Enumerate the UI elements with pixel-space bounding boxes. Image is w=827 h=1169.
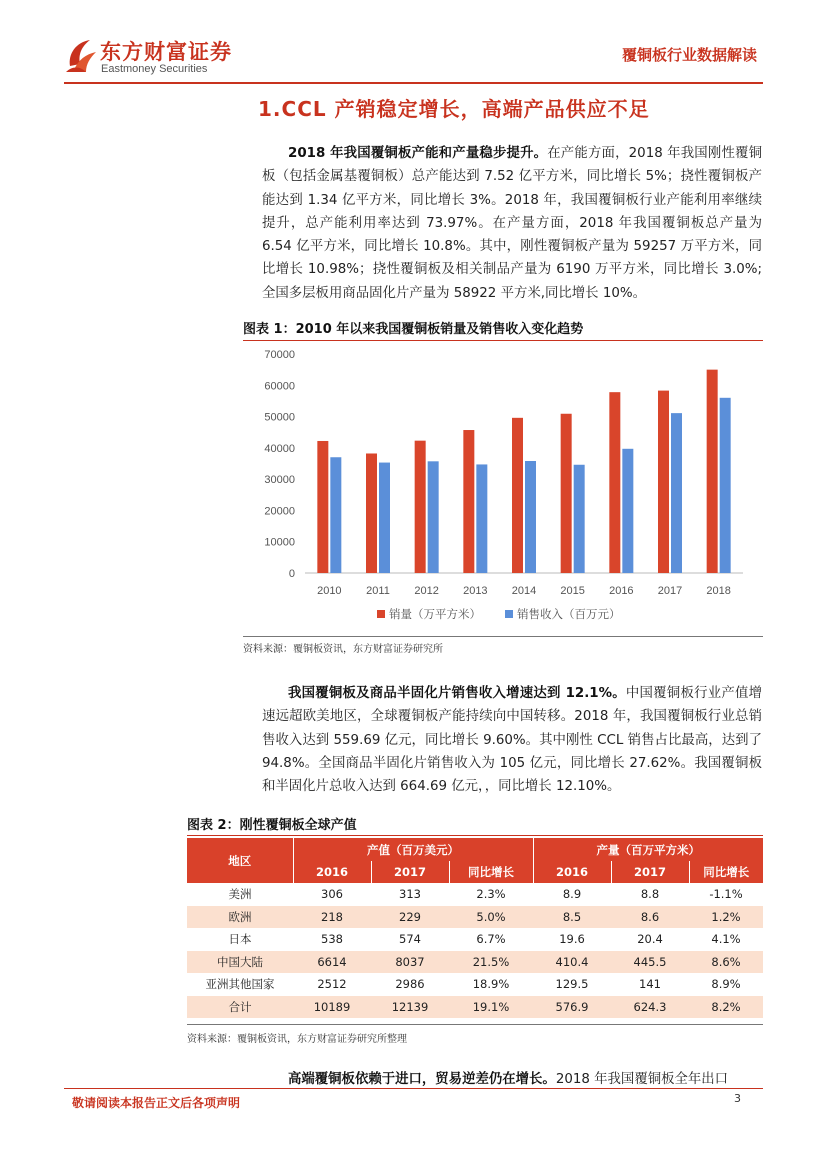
figure1-caption: 图表 1：2010 年以来我国覆铜板销量及销售收入变化趋势 <box>243 322 584 337</box>
table-cell: 5.0% <box>449 906 533 929</box>
bar-sales-volume <box>561 414 572 573</box>
paragraph-lead: 高端覆铜板依赖于进口，贸易逆差仍在增长。 <box>288 1072 556 1087</box>
legend-swatch <box>505 610 513 618</box>
table-cell: 2986 <box>395 977 425 992</box>
table-row-total <box>187 996 763 1019</box>
x-tick-label: 2012 <box>414 585 439 597</box>
x-tick-label: 2018 <box>706 585 731 597</box>
table-cell: 6.7% <box>476 932 506 947</box>
table-cell: 141 <box>639 977 661 992</box>
table-cell: 8.9 <box>562 887 582 902</box>
figure1-source: 资料来源：覆铜板资讯，东方财富证券研究所 <box>243 644 443 655</box>
table-cell: 6614 <box>293 951 371 974</box>
header-growth: 同比增长 <box>449 861 533 883</box>
bar-sales-revenue <box>671 413 682 573</box>
table-cell: 20.4 <box>637 932 663 947</box>
table-cell: 8.2% <box>689 996 763 1019</box>
eastmoney-logo-icon <box>64 36 98 74</box>
table-row <box>187 906 763 929</box>
header-year: 2017 <box>371 861 449 883</box>
table-cell: 574 <box>399 932 421 947</box>
table-cell: 中国大陆 <box>187 951 293 974</box>
legend-label: 销量（万平方米） <box>389 607 481 621</box>
table-bottom-rule <box>187 1024 763 1025</box>
table-cell: 8.6 <box>611 906 689 929</box>
y-tick-label: 20000 <box>264 505 295 518</box>
legend-swatch <box>377 610 385 618</box>
header-year: 2017 <box>611 861 689 883</box>
bar-sales-volume <box>463 430 474 573</box>
paragraph-body: 中国覆铜板行业产值增速远超欧美地区，全球覆铜板产能持续向中国转移。2018 年，我国覆铜板行业总销售收入达到 559.69 亿元，同比增长 9.60%。其中刚性 CCL 销售占比最高，达到了 94.8%。全国商品半固化片销售收入为 105 亿元，同比增长 27.62%。我国覆铜板和半固化片总收入达到 664.69 亿元，，同比增长 12.10%。 <box>262 686 762 795</box>
table-cell: 2512 <box>317 977 347 992</box>
bar-sales-revenue <box>379 463 390 573</box>
table-row <box>187 928 763 951</box>
bar-sales-revenue <box>330 457 341 573</box>
y-tick-label: 60000 <box>264 380 295 393</box>
table-cell: 亚洲其他国家 <box>205 977 275 992</box>
bar-sales-revenue <box>720 398 731 573</box>
table-cell: 欧洲 <box>187 906 293 929</box>
table-cell: 2.3% <box>476 887 506 902</box>
table-cell: 8.9% <box>711 977 741 992</box>
bar-sales-volume <box>512 418 523 573</box>
figure1-bottom-rule <box>243 636 763 637</box>
y-tick-label: 10000 <box>264 536 295 549</box>
bar-sales-revenue <box>622 449 633 573</box>
table-cell: 美洲 <box>228 887 252 902</box>
table-row <box>187 951 763 974</box>
x-tick-label: 2017 <box>657 585 683 597</box>
paragraph-revenue <box>262 682 762 798</box>
table-cell: 21.5% <box>449 951 533 974</box>
report-title: 覆铜板行业数据解读 <box>621 46 757 64</box>
footer-disclaimer: 敬请阅读本报告正文后各项声明 <box>72 1096 241 1110</box>
table-cell: 306 <box>321 887 343 902</box>
page-number: 3 <box>734 1092 741 1105</box>
logo-company-name: 东方财富证券 <box>100 40 232 64</box>
paragraph-body: 在产能方面，2018 年我国刚性覆铜板（包括金属基覆铜板）总产能达到 7.52 亿平方米，同比增长 5%；挠性覆铜板产能达到 1.34 亿平方米，同比增长 3%。2018 年，我国覆铜板行业产能利用率继续提升，总产能利用率达到 73.97%。在产量方面，2018 年我国覆铜板总产量为 6.54 亿平方米，同比增长 10.8%。其中，刚性覆铜板产量为 59257 万平方米，同比增长 10.98%；挠性覆铜板及相关制品产量为 6190 万平方米，同比增长 3.0%;全国多层板用商品固化片产量为 58922 平方米,同比增长 10%。 <box>262 146 762 301</box>
bar-sales-volume <box>415 441 426 573</box>
table-caption: 图表 2：刚性覆铜板全球产值 <box>187 818 357 833</box>
table-cell: 19.1% <box>449 996 533 1019</box>
table-cell: 229 <box>371 906 449 929</box>
paragraph-capacity <box>262 142 762 305</box>
header-growth: 同比增长 <box>689 861 763 883</box>
table-cell: 8.5 <box>533 906 611 929</box>
logo-company-name-en: Eastmoney Securities <box>101 63 208 75</box>
table-source: 资料来源：覆铜板资讯，东方财富证券研究所整理 <box>187 1034 407 1045</box>
x-tick-label: 2016 <box>609 585 634 597</box>
table-row <box>187 973 763 996</box>
table-cell: 410.4 <box>533 951 611 974</box>
table-cell: 576.9 <box>533 996 611 1019</box>
y-tick-label: 0 <box>288 568 295 580</box>
y-tick-label: 40000 <box>264 442 295 455</box>
header-output-value: 产值（百万美元） <box>293 838 533 861</box>
header-region: 地区 <box>187 838 293 883</box>
global-output-table <box>187 838 763 1018</box>
table-cell: 313 <box>399 887 421 902</box>
table-cell: 129.5 <box>555 977 589 992</box>
paragraph-lead: 2018 年我国覆铜板产能和产量稳步提升。 <box>288 146 548 161</box>
x-tick-label: 2014 <box>511 585 537 597</box>
table-cell: 4.1% <box>711 932 741 947</box>
x-tick-label: 2013 <box>463 585 488 597</box>
header-year: 2016 <box>533 861 611 883</box>
y-tick-label: 50000 <box>264 411 295 424</box>
table-cell: 19.6 <box>559 932 585 947</box>
bar-sales-volume <box>366 453 377 573</box>
table-cell: 538 <box>321 932 343 947</box>
table-cell: 日本 <box>228 932 252 947</box>
table-cell: 合计 <box>187 996 293 1019</box>
bar-sales-volume <box>609 392 620 573</box>
table-cell: 445.5 <box>611 951 689 974</box>
figure1-top-rule <box>243 340 763 341</box>
table-cell: 12139 <box>371 996 449 1019</box>
sales-bar-chart <box>243 342 763 635</box>
legend-label: 销售收入（百万元） <box>517 607 621 621</box>
table-cell: 8.6% <box>689 951 763 974</box>
table-row <box>187 883 763 906</box>
section-title: 1.CCL 产销稳定增长，高端产品供应不足 <box>258 97 650 121</box>
bar-sales-volume <box>658 391 669 573</box>
x-tick-label: 2011 <box>366 585 390 597</box>
table-cell: 624.3 <box>611 996 689 1019</box>
table-cell: 1.2% <box>689 906 763 929</box>
bar-sales-volume <box>707 370 718 573</box>
header-year: 2016 <box>293 861 371 883</box>
header-divider <box>64 82 763 84</box>
bar-sales-revenue <box>574 465 585 573</box>
x-tick-label: 2015 <box>560 585 585 597</box>
header-output-area: 产量（百万平方米） <box>533 838 763 861</box>
y-tick-label: 70000 <box>264 349 295 361</box>
bar-sales-revenue <box>476 464 487 573</box>
table-cell: 8.8 <box>640 887 660 902</box>
table-cell: 18.9% <box>472 977 510 992</box>
y-tick-label: 30000 <box>264 474 295 487</box>
paragraph-body: 2018 年我国覆铜板全年出口 <box>555 1072 729 1087</box>
table-cell: -1.1% <box>709 887 743 902</box>
table-cell: 8037 <box>371 951 449 974</box>
bar-sales-revenue <box>428 461 439 573</box>
x-tick-label: 2010 <box>317 585 342 597</box>
bar-sales-revenue <box>525 461 536 573</box>
table-top-rule <box>187 835 763 836</box>
table-cell: 10189 <box>293 996 371 1019</box>
paragraph-lead: 我国覆铜板及商品半固化片销售收入增速达到 12.1%。 <box>288 686 626 701</box>
table-cell: 218 <box>293 906 371 929</box>
bar-sales-volume <box>317 441 328 573</box>
footer-divider <box>64 1088 763 1089</box>
